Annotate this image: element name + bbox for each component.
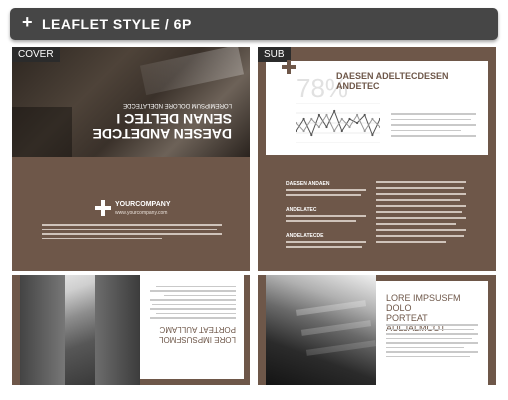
page-title: LEAFLET STYLE / 6P (42, 16, 192, 32)
chart-point (341, 118, 343, 120)
chart-percent: 78% (296, 73, 349, 103)
chart-point (356, 122, 358, 124)
chart-point (356, 114, 358, 116)
chart-point (333, 130, 335, 132)
company-url: www.yourcompany.com (115, 210, 168, 216)
plus-icon (95, 200, 111, 216)
chart-point (348, 118, 350, 120)
chart-point (379, 118, 380, 120)
sub-plus-icon (282, 60, 296, 74)
chart-point (318, 114, 320, 116)
stairs-photo (266, 275, 376, 385)
chart-point (303, 118, 305, 120)
chart-point (318, 126, 320, 128)
chart-point (364, 114, 366, 116)
sub-heading: DAESEN ADELTECDESEN ANDETEC (336, 71, 449, 91)
company-name: YOURCOMPANY (115, 201, 171, 208)
chart-point (348, 126, 350, 128)
chart-point (303, 130, 305, 132)
sub-panel (258, 47, 496, 271)
chart-point (364, 130, 366, 132)
cover-big-title: DAESEN ANDETCDE SENAN DELTEC I (92, 111, 232, 142)
chart-point (371, 118, 373, 120)
cover-text-block (42, 221, 222, 242)
bottom-left-panel (12, 275, 250, 385)
chart-point (341, 130, 343, 132)
section-title-3: ANDELATECDE (286, 233, 324, 239)
title-bar (10, 8, 498, 40)
chart-point (333, 110, 335, 112)
sub-label: SUB (258, 47, 291, 62)
chart-point (325, 114, 327, 116)
bottom-right-sheet (376, 281, 488, 385)
plus-icon: + (22, 12, 33, 32)
chart-point (310, 134, 312, 136)
chart-point (310, 118, 312, 120)
section-title-1: DAESEN ANDAEN (286, 181, 330, 187)
street-photo (20, 275, 140, 385)
cover-label: COVER (12, 47, 60, 62)
line-chart (296, 103, 380, 143)
chart-point (325, 126, 327, 128)
bottom-left-sheet (140, 275, 244, 379)
chart-point (371, 134, 373, 136)
bottom-right-heading: LORE IMPSUSFM DOLO PORTEAT (386, 293, 461, 323)
bottom-left-heading: LORE IMPSUSFMOL PORTEAT AULLAMC (159, 325, 236, 344)
section-title-2: ANDELATEC (286, 207, 317, 213)
cover-subtitle: LOREMIPSUM DOLORE NDELATECDE (123, 102, 232, 108)
cover-panel (12, 47, 250, 271)
bottom-right-panel (258, 275, 496, 385)
sub-top-sheet (266, 61, 488, 155)
